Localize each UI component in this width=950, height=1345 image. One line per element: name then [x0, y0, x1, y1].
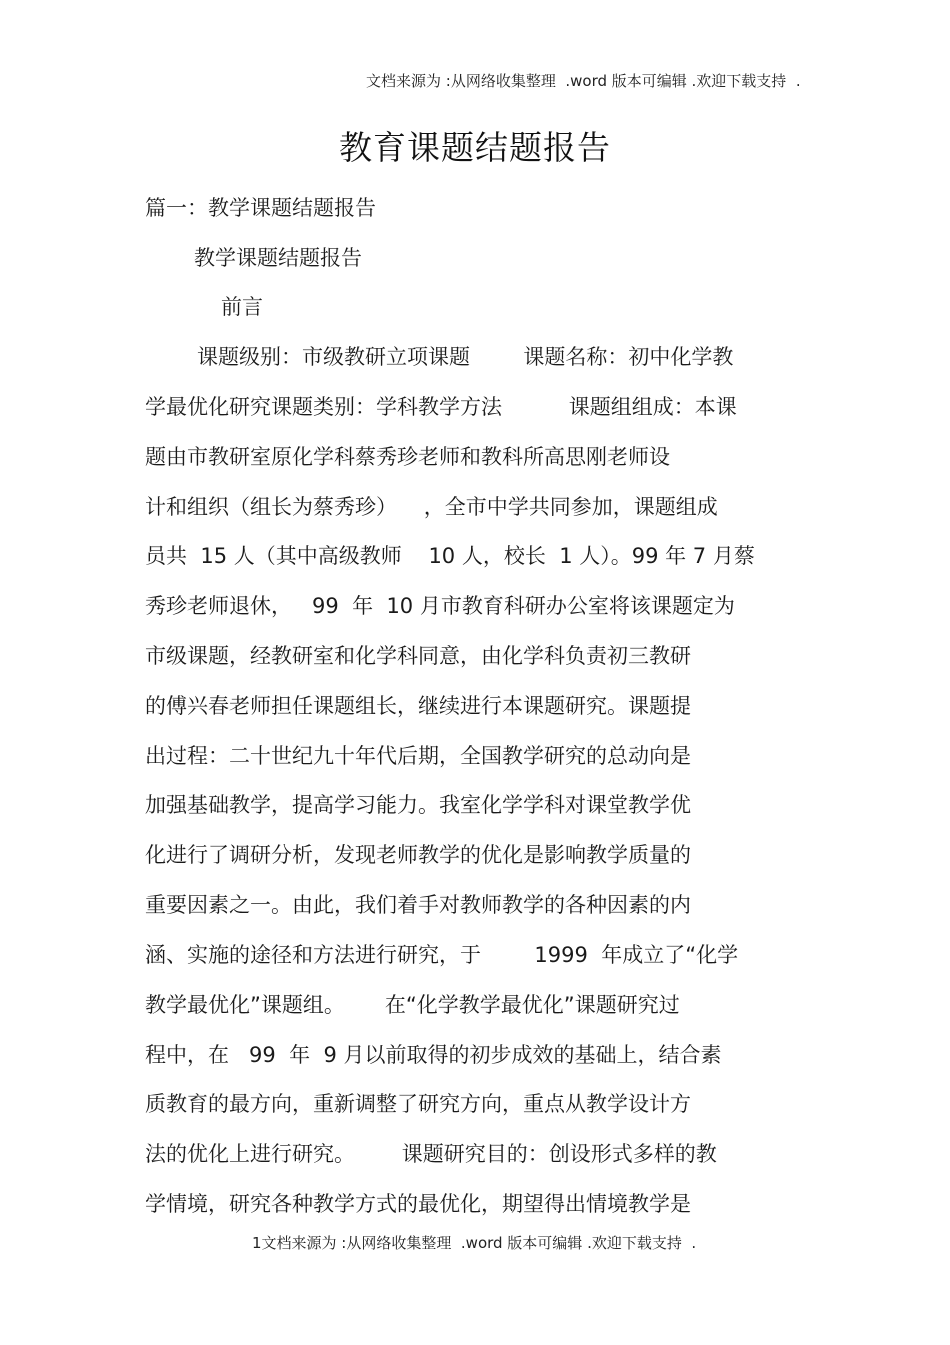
preface-heading: 前言 — [221, 295, 263, 319]
body-line: 质教育的最方向，重新调整了研究方向，重点从教学设计方 — [145, 1092, 691, 1116]
document-title: 教育课题结题报告 — [339, 128, 611, 167]
subsection-heading: 教学课题结题报告 — [194, 246, 362, 270]
body-line: 员共 15 人（其中高级教师 10 人，校长 1 人）。99 年 7 月蔡 — [145, 544, 755, 568]
body-line: 出过程：二十世纪九十年代后期，全国教学研究的总动向是 — [145, 744, 691, 768]
body-line: 题由市教研室原化学科蔡秀珍老师和教科所高思刚老师设 — [145, 445, 670, 469]
body-line: 计和组织（组长为蔡秀珍） ，全市中学共同参加，课题组成 — [145, 495, 718, 519]
body-line: 程中，在 99 年 9 月以前取得的初步成效的基础上，结合素 — [145, 1043, 722, 1067]
body-line: 学情境，研究各种教学方式的最优化，期望得出情境教学是 — [145, 1192, 691, 1216]
body-line: 学最优化研究课题类别：学科教学方法 课题组组成：本课 — [145, 395, 737, 419]
section-heading: 篇一：教学课题结题报告 — [145, 196, 376, 220]
body-line: 加强基础教学，提高学习能力。我室化学学科对课堂教学优 — [145, 793, 691, 817]
body-line: 重要因素之一。由此，我们着手对教师教学的各种因素的内 — [145, 893, 691, 917]
body-line: 法的优化上进行研究。 课题研究目的：创设形式多样的教 — [145, 1142, 717, 1166]
page-footer-note: 1文档来源为 :从网络收集整理 .word 版本可编辑 .欢迎下载支持 . — [252, 1234, 697, 1252]
page-header-note: 文档来源为 :从网络收集整理 .word 版本可编辑 .欢迎下载支持 . — [366, 72, 801, 90]
body-line: 课题级别：市级教研立项课题 课题名称：初中化学教 — [197, 345, 734, 369]
body-line: 的傅兴春老师担任课题组长，继续进行本课题研究。课题提 — [145, 694, 691, 718]
body-line: 教学最优化”课题组。 在“化学教学最优化”课题研究过 — [145, 993, 680, 1017]
body-line: 秀珍老师退休， 99 年 10 月市教育科研办公室将该课题定为 — [145, 594, 735, 618]
body-line: 化进行了调研分析，发现老师教学的优化是影响教学质量的 — [145, 843, 691, 867]
body-line: 市级课题，经教研室和化学科同意，由化学科负责初三教研 — [145, 644, 691, 668]
body-line: 涵、实施的途径和方法进行研究，于 1999 年成立了“化学 — [145, 943, 739, 967]
